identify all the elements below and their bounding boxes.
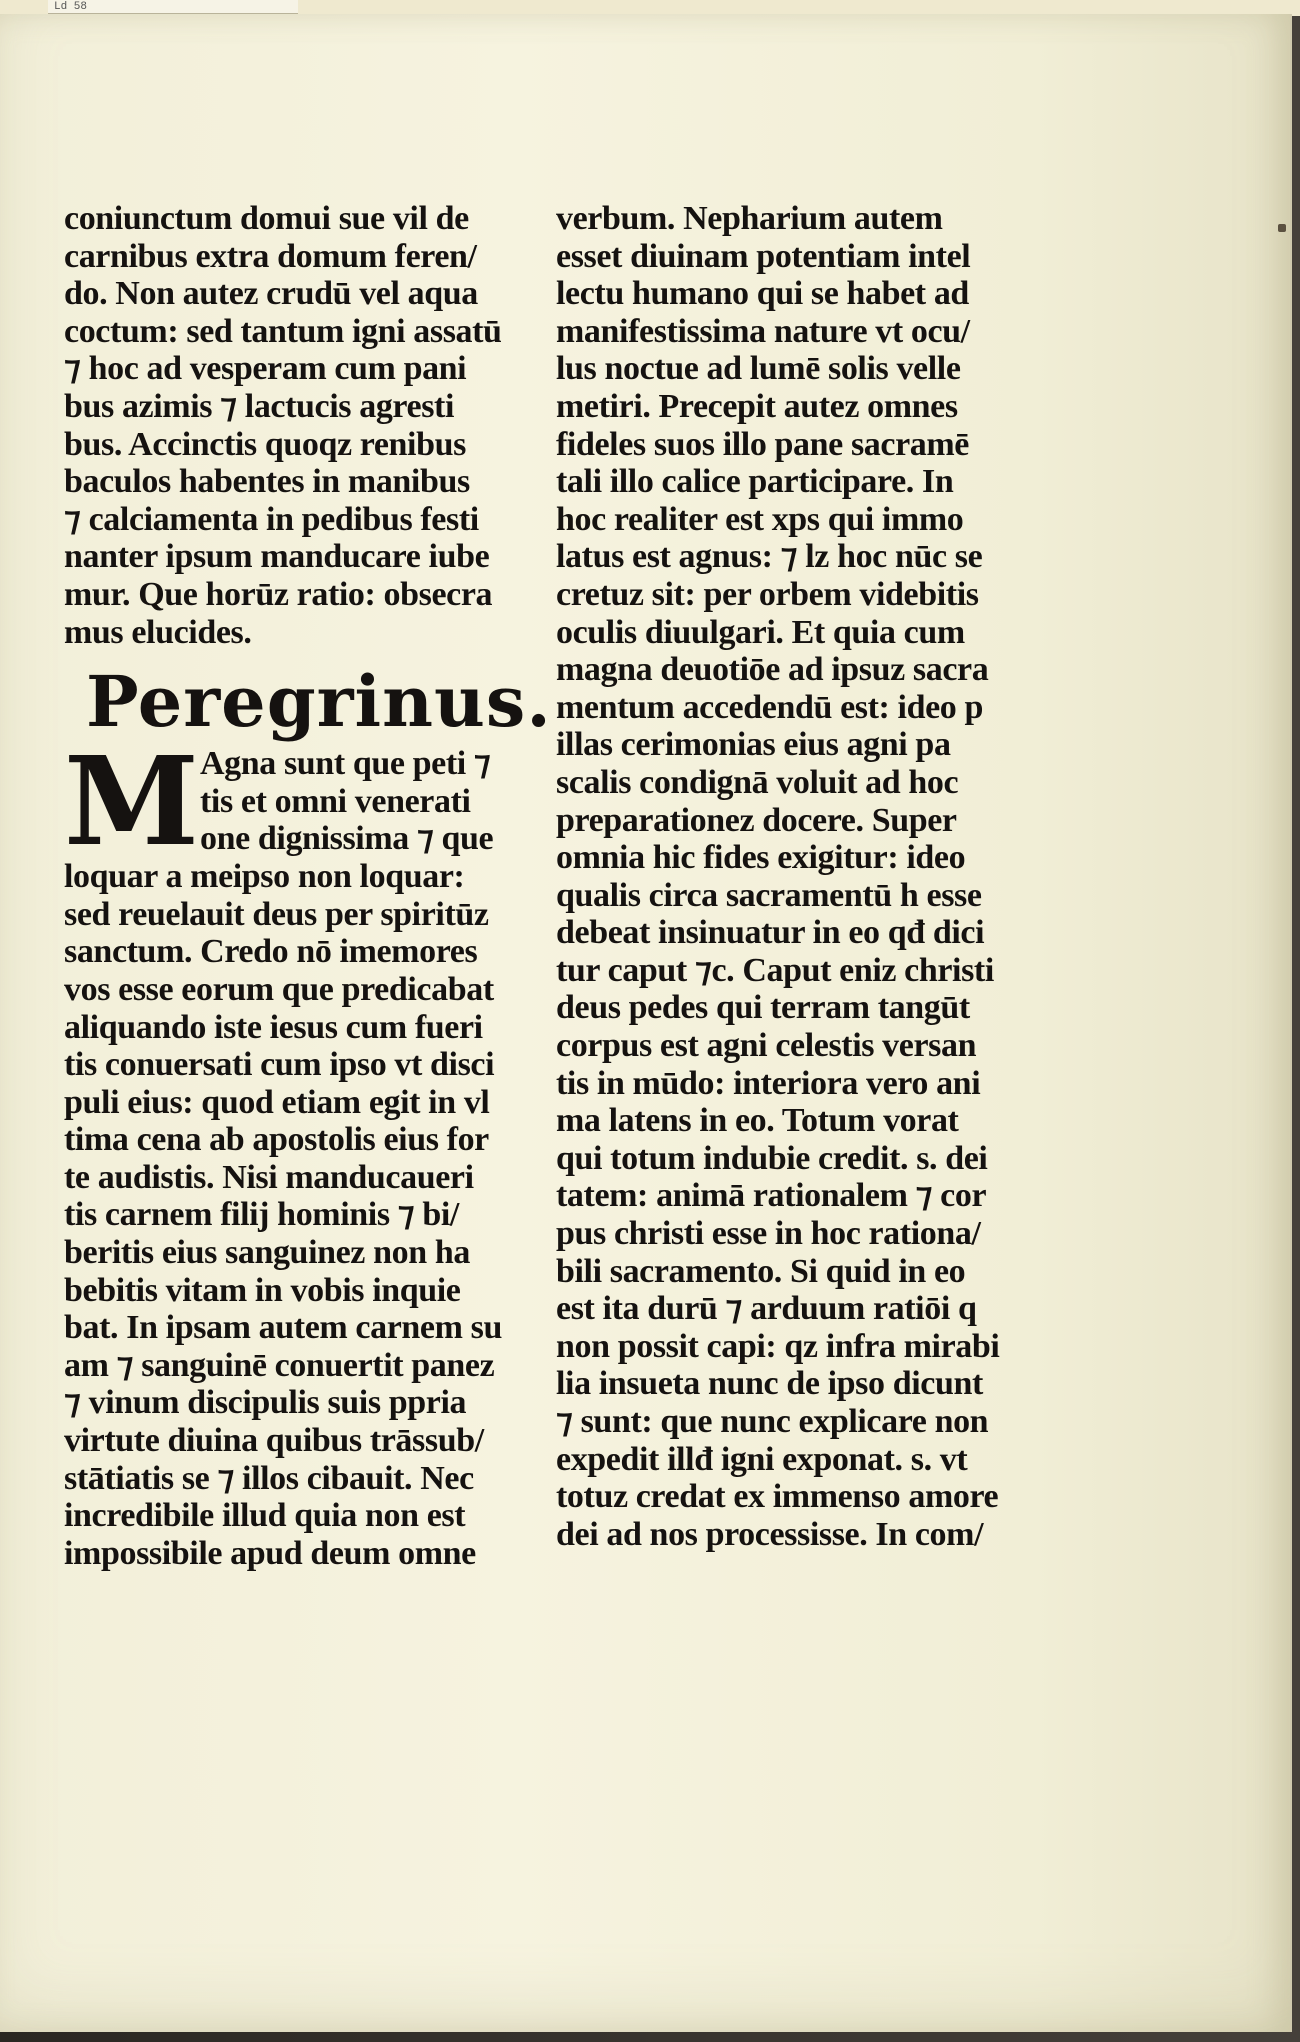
text-line: lus noctue ad lumē solis velle: [556, 350, 961, 388]
text-line: hoc realiter est xps qui immo: [556, 500, 964, 538]
text-line: ma latens in eo. Totum vorat: [556, 1102, 959, 1140]
text-line: mur. Que horūz ratio: obsecra: [64, 575, 493, 613]
text-line: tur caput ⁊c. Caput eniz christi: [556, 951, 994, 989]
text-line: tis in mūdo: interiora vero ani: [556, 1064, 981, 1102]
text-line: tima cena ab apostolis eius for: [64, 1121, 489, 1159]
text-line: ⁊ vinum discipulis suis ppria: [64, 1384, 467, 1422]
text-line: oculis diuulgari. Et quia cum: [556, 613, 965, 651]
left-column-top-text: [64, 200, 534, 651]
text-line: beritis eius sanguinez non ha: [64, 1234, 470, 1272]
text-line: vos esse eorum que predicabat: [64, 970, 494, 1008]
left-column-bottom-text: [64, 858, 534, 1572]
text-line: carnibus extra domum feren/: [64, 237, 477, 275]
initial-block: [64, 729, 534, 874]
text-line: aliquando iste iesus cum fueri: [64, 1008, 483, 1046]
text-line: coctum: sed tantum igni assatū: [64, 312, 502, 350]
text-line: pus christi esse in hoc rationa/: [556, 1215, 981, 1253]
text-line: bebitis vitam in vobis inquie: [64, 1271, 461, 1309]
text-line: totuz credat ex immenso amore: [556, 1478, 999, 1516]
text-line: tis conuersati cum ipso vt disci: [64, 1046, 495, 1084]
text-line: mus elucides.: [64, 613, 252, 651]
text-line: tis et omni venerati: [200, 782, 471, 820]
text-line: tis carnem filij hominis ⁊ bi/: [64, 1196, 459, 1234]
section-heading: Peregrinus.: [86, 660, 552, 744]
text-line: corpus est agni celestis versan: [556, 1027, 977, 1065]
text-line: metiri. Precepit autez omnes: [556, 387, 958, 425]
text-line: am ⁊ sanguinē conuertit panez: [64, 1346, 495, 1384]
text-line: lectu humano qui se habet ad: [556, 275, 969, 313]
text-line: sanctum. Credo nō imemores: [64, 933, 478, 971]
text-line: tatem: animā rationalem ⁊ cor: [556, 1177, 987, 1215]
text-line: virtute diuina quibus trāssub/: [64, 1422, 484, 1460]
text-line: esset diuinam potentiam intel: [556, 237, 971, 275]
text-line: dei ad nos processisse. In com/: [556, 1515, 984, 1553]
text-line: nanter ipsum manducare iube: [64, 538, 490, 576]
text-line: coniunctum domui sue vil de: [64, 200, 469, 237]
text-line: ⁊ calciamenta in pedibus festi: [64, 500, 479, 538]
text-line: impossibile apud deum omne: [64, 1534, 476, 1572]
text-line: qui totum indubie credit. s. dei: [556, 1139, 988, 1177]
left-column: [64, 200, 552, 1572]
text-line: expedit illđ igni exponat. s. vt: [556, 1440, 968, 1478]
text-line: est ita durū ⁊ arduum ratiōi q: [556, 1290, 977, 1328]
drop-initial: M: [64, 729, 199, 874]
text-line: fideles suos illo pane sacramē: [556, 425, 969, 463]
text-line: non possit capi: qz infra mirabi: [556, 1327, 1000, 1365]
text-line: baculos habentes in manibus: [64, 463, 470, 501]
text-line: qualis circa sacramentū h esse: [556, 876, 982, 914]
text-line: stātiatis se ⁊ illos cibauit. Nec: [64, 1459, 474, 1497]
text-line: preparationez docere. Super: [556, 801, 957, 839]
text-line: cretuz sit: per orbem videbitis: [556, 575, 979, 613]
initial-lines: [200, 745, 493, 858]
catalog-label: Ld 58: [48, 0, 298, 14]
book-page: [0, 14, 1292, 2032]
page-blemish: [1278, 224, 1286, 232]
text-line: loquar a meipso non loquar:: [64, 858, 465, 896]
text-line: scalis condignā voluit ad hoc: [556, 763, 959, 801]
text-line: te audistis. Nisi manducaueri: [64, 1158, 474, 1196]
text-line: bat. In ipsam autem carnem su: [64, 1309, 502, 1347]
text-line: latus est agnus: ⁊ lz hoc nūc se: [556, 538, 983, 576]
text-line: verbum. Nepharium autem: [556, 200, 943, 237]
text-line: magna deuotiōe ad ipsuz sacra: [556, 651, 989, 689]
text-line: incredibile illud quia non est: [64, 1497, 466, 1535]
text-line: bus azimis ⁊ lactucis agresti: [64, 387, 454, 425]
text-line: bus. Accinctis quoqz renibus: [64, 425, 466, 463]
text-line: ⁊ sunt: que nunc explicare non: [556, 1403, 989, 1440]
text-line: debeat insinuatur in eo qđ dici: [556, 914, 985, 952]
text-line: bili sacramento. Si quid in eo: [556, 1252, 966, 1290]
text-line: one dignissima ⁊ que: [200, 820, 494, 858]
text-line: illas cerimonias eius agni pa: [556, 726, 951, 764]
text-line: sed reuelauit deus per spiritūz: [64, 895, 489, 933]
text-line: do. Non autez crudū vel aqua: [64, 275, 478, 313]
text-line: puli eius: quod etiam egit in vl: [64, 1083, 490, 1121]
text-line: mentum accedendū est: ideo p: [556, 688, 983, 726]
right-column-text: [556, 200, 1036, 1553]
text-line: manifestissima nature vt ocu/: [556, 312, 970, 350]
text-line: Agna sunt que peti ⁊: [200, 745, 491, 783]
text-line: omnia hic fides exigitur: ideo: [556, 839, 966, 877]
right-column: [556, 200, 1036, 1553]
text-line: lia insueta nunc de ipso dicunt: [556, 1365, 983, 1403]
text-line: ⁊ hoc ad vesperam cum pani: [64, 350, 467, 388]
text-line: deus pedes qui terram tangūt: [556, 989, 970, 1027]
text-line: tali illo calice participare. In: [556, 463, 954, 501]
